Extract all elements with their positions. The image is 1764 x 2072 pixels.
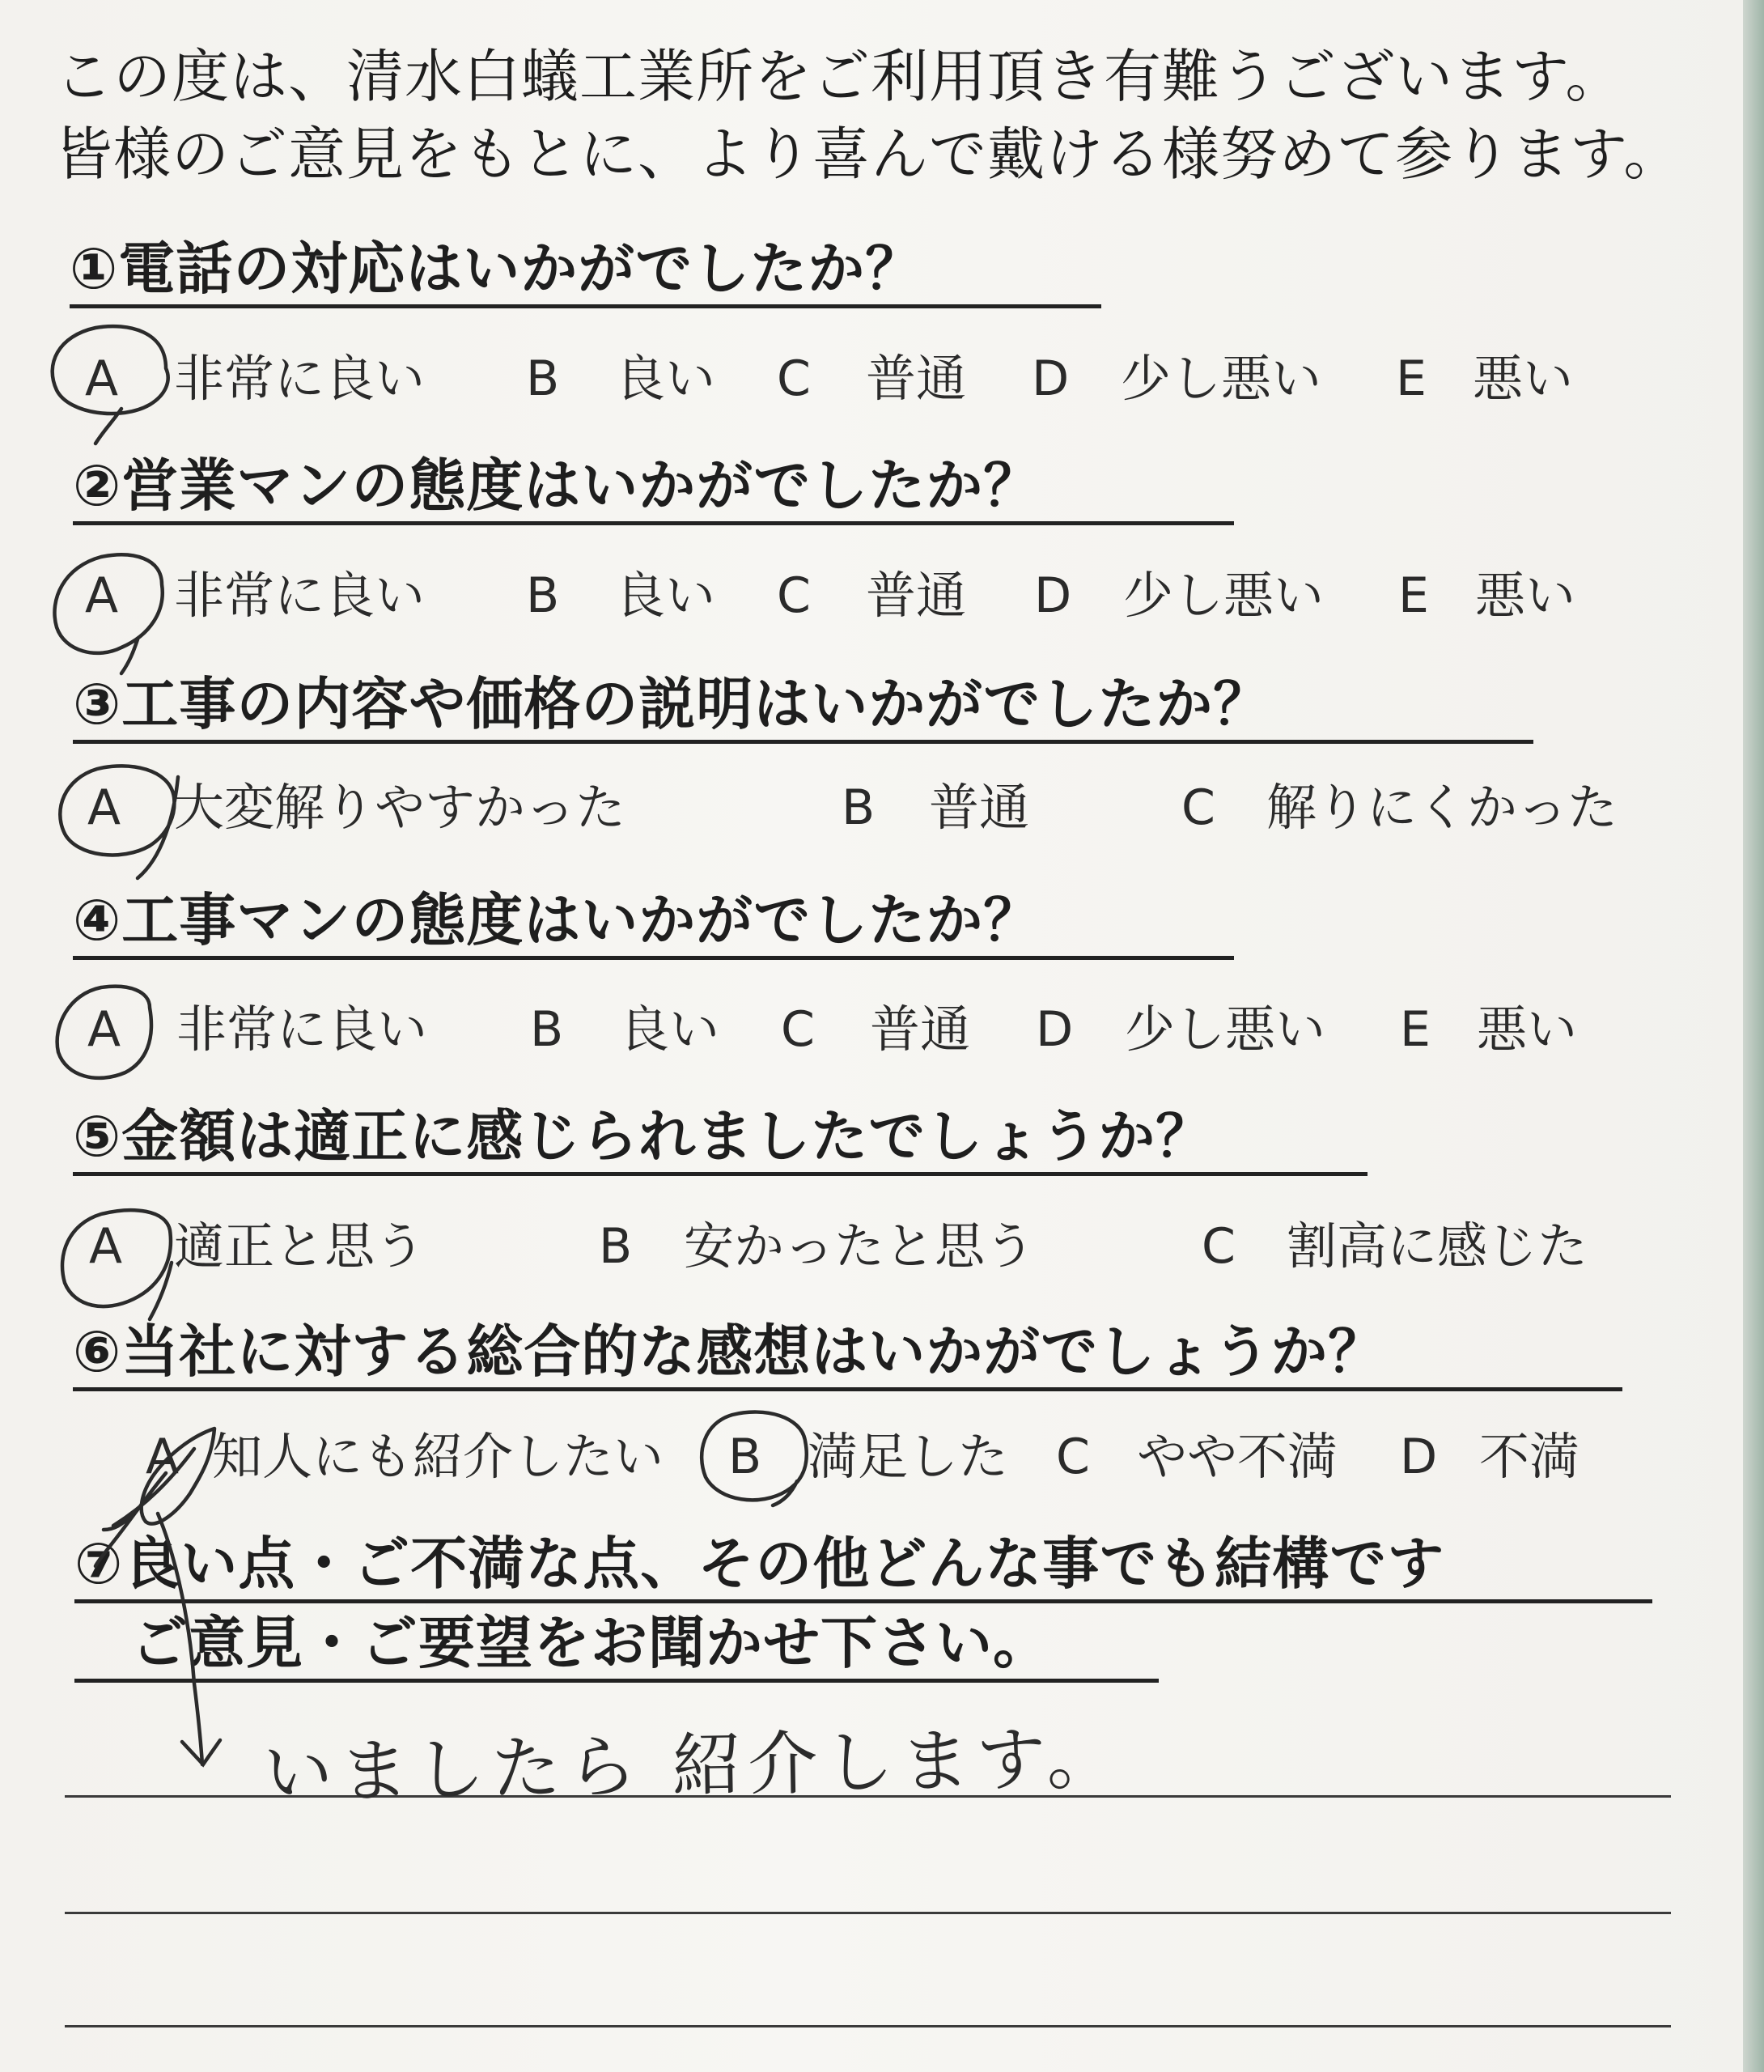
option-label: 普通 bbox=[929, 778, 1030, 837]
option-label: 知人にも紹介したい bbox=[212, 1427, 664, 1486]
intro-line-1: この度は、清水白蟻工業所をご利用頂き有難うございます。 bbox=[55, 43, 1624, 110]
option-label: 大変解りやすかった bbox=[174, 778, 626, 837]
option-label: 割高に感じた bbox=[1287, 1216, 1588, 1276]
question-6-title: ⑥当社に対する総合的な感想はいかがでしょうか？ bbox=[73, 1318, 1622, 1391]
option-letter[interactable]: A bbox=[146, 1429, 180, 1485]
option-letter[interactable]: E bbox=[1400, 1001, 1431, 1058]
option-label: 悪い bbox=[1475, 566, 1576, 625]
option-letter[interactable]: D bbox=[1034, 567, 1072, 624]
option-label: 良い bbox=[615, 349, 716, 408]
option-letter[interactable]: A bbox=[85, 350, 119, 407]
option-label: 非常に良い bbox=[174, 566, 426, 625]
question-3-title: ③工事の内容や価格の説明はいかがでしたか？ bbox=[73, 670, 1533, 744]
question-5-title: ⑤金額は適正に感じられましたでしょうか？ bbox=[73, 1102, 1368, 1176]
option-letter[interactable]: B bbox=[530, 1001, 564, 1058]
option-letter[interactable]: A bbox=[85, 567, 119, 624]
option-letter[interactable]: B bbox=[526, 350, 560, 407]
option-label: やや不満 bbox=[1137, 1427, 1338, 1486]
option-label: 悪い bbox=[1473, 349, 1574, 408]
question-7-title-line-1: ⑦良い点・ご不満な点、その他どんな事でも結構です bbox=[74, 1530, 1652, 1603]
question-7-line-2-text: ご意見・ご要望をお聞かせ下さい。 bbox=[131, 1610, 1050, 1676]
option-letter[interactable]: C bbox=[1181, 779, 1215, 836]
question-1-title: ①電話の対応はいかがでしたか？ bbox=[70, 235, 1101, 308]
option-letter[interactable]: A bbox=[87, 779, 121, 836]
question-4-title: ④工事マンの態度はいかがでしたか？ bbox=[73, 886, 1234, 960]
option-letter[interactable]: E bbox=[1396, 350, 1427, 407]
option-label: 少し悪い bbox=[1121, 349, 1322, 408]
option-letter[interactable]: D bbox=[1036, 1001, 1074, 1058]
option-label: 悪い bbox=[1477, 1000, 1578, 1059]
option-label: 良い bbox=[619, 1000, 720, 1059]
option-label: 非常に良い bbox=[174, 349, 426, 408]
option-letter[interactable]: C bbox=[1056, 1429, 1090, 1485]
option-letter[interactable]: E bbox=[1398, 567, 1429, 624]
option-letter[interactable]: C bbox=[777, 350, 811, 407]
intro-line-2: 皆様のご意見をもとに、より喜んで戴ける様努めて参ります。 bbox=[55, 121, 1682, 188]
option-label: 普通 bbox=[866, 349, 967, 408]
handwritten-answer: いましたら 紹介します。 bbox=[262, 1717, 1124, 1815]
option-label: 少し悪い bbox=[1123, 566, 1325, 625]
option-label: 良い bbox=[615, 566, 716, 625]
option-letter[interactable]: D bbox=[1032, 350, 1070, 407]
option-label: 少し悪い bbox=[1125, 1000, 1326, 1059]
option-letter[interactable]: C bbox=[781, 1001, 815, 1058]
option-letter[interactable]: D bbox=[1400, 1429, 1438, 1485]
option-letter[interactable]: C bbox=[1202, 1218, 1236, 1275]
arrow-head bbox=[182, 1740, 220, 1764]
option-label: 普通 bbox=[866, 566, 967, 625]
question-7-title-line-2 bbox=[74, 1609, 1159, 1683]
question-2-title: ②営業マンの態度はいかがでしたか？ bbox=[73, 452, 1234, 525]
option-letter[interactable]: A bbox=[87, 1001, 121, 1058]
paper-edge bbox=[1743, 0, 1764, 2072]
option-label: 解りにくかった bbox=[1266, 778, 1618, 837]
answer-line bbox=[65, 1912, 1671, 1914]
option-label: 満足した bbox=[808, 1427, 1009, 1486]
option-letter[interactable]: B bbox=[842, 779, 876, 836]
option-letter[interactable]: B bbox=[526, 567, 560, 624]
option-label: 安かったと思う bbox=[684, 1216, 1036, 1276]
option-letter[interactable]: A bbox=[89, 1218, 123, 1275]
answer-line bbox=[65, 2025, 1671, 2027]
option-letter[interactable]: B bbox=[728, 1429, 762, 1485]
option-label: 普通 bbox=[870, 1000, 971, 1059]
option-label: 適正と思う bbox=[174, 1216, 426, 1276]
option-letter[interactable]: B bbox=[599, 1218, 633, 1275]
option-letter[interactable]: C bbox=[777, 567, 811, 624]
option-label: 不満 bbox=[1479, 1427, 1580, 1486]
option-label: 非常に良い bbox=[176, 1000, 428, 1059]
